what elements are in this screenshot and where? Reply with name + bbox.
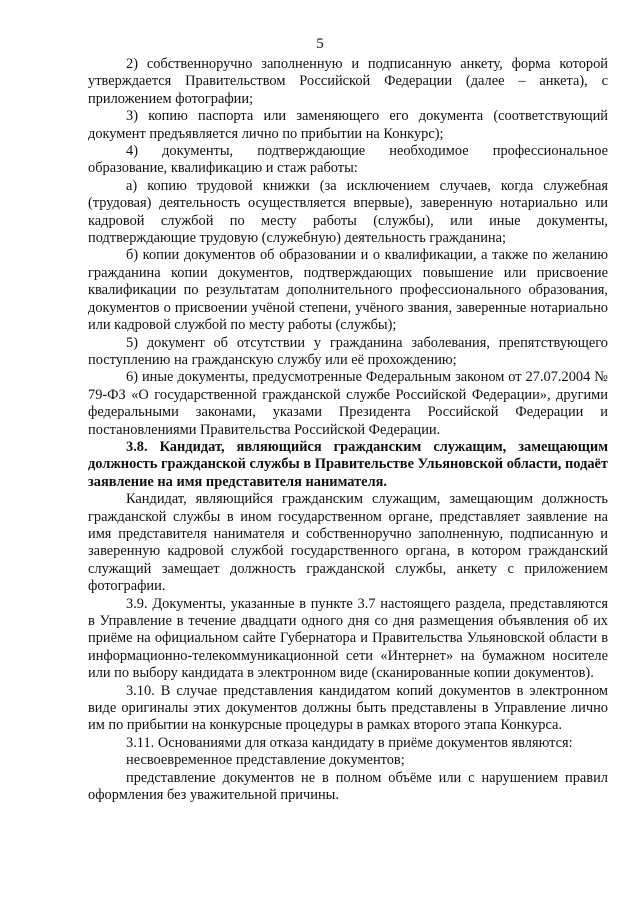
document-body: [88, 56, 608, 804]
paragraph-section-3-11: 3.11. Основаниями для отказа кандидату в приёме документов являются:: [126, 734, 573, 751]
page-number: 5: [316, 36, 324, 52]
paragraph-section-3-9: 3.9. Документы, указанные в пункте 3.7 настоящего раздела, представляются в Управление в течение двадцати одного дня со дня размещения объявления об их приёме на официальном сайте Губернатора и Правительства Ульяновской области в информационно-телекоммуникационной сети «Интернет» на бумажном носителе или по выбору кандидата в электронном виде (сканированные копии документов).: [88, 595, 608, 682]
paragraph-refusal-reason-1: несвоевременное представление документов;: [126, 752, 405, 769]
paragraph-section-3-8: 3.8. Кандидат, являющийся гражданским служащим, замещающим должность гражданской службы в Правительстве Ульяновской области, подаёт заявление на имя представителя нанимателя.: [88, 438, 608, 490]
paragraph-item-2: 2) собственноручно заполненную и подписанную анкету, форма которой утверждается Правительством Российской Федерации (далее – анкета), с приложением фотографии;: [88, 56, 608, 107]
paragraph-section-3-10: 3.10. В случае представления кандидатом копий документов в электронном виде оригиналы этих документов должны быть представлены в Управление лично им по прибытии на конкурсные процедуры в рамках второго этапа Конкурса.: [88, 682, 608, 734]
paragraph-item-4: 4) документы, подтверждающие необходимое профессиональное образование, квалификацию и стаж работы:: [88, 143, 608, 177]
paragraph-item-4a: а) копию трудовой книжки (за исключением случаев, когда служебная (трудовая) деятельность осуществляется впервые), заверенную нотариально или кадровой службой по месту работы (службы), или иные документы, подтверждающие трудовую (служебную) деятельность гражданина;: [88, 177, 608, 247]
paragraph-item-4b: б) копии документов об образовании и о квалификации, а также по желанию гражданина копии документов, подтверждающих повышение или присвоение квалификации по результатам дополнительного профессионального образования, документов о присвоении учёной степени, учёного звания, заверенные нотариально или кадровой службой по месту работы (службы);: [88, 247, 608, 334]
paragraph-refusal-reason-2: представление документов не в полном объёме или с нарушением правил оформления без уважительной причины.: [88, 769, 608, 804]
paragraph-section-3-8-cont: Кандидат, являющийся гражданским служащим, замещающим должность гражданской службы в ином государственном органе, представляет заявление на имя представителя нанимателя и собственноручно заполненную, подписанную и заверенную кадровой службой государственного органа, в котором гражданский служащий замещает должность гражданской службы, анкету с приложением фотографии.: [88, 491, 608, 595]
paragraph-item-3: 3) копию паспорта или заменяющего его документа (соответствующий документ предъявляется лично по прибытии на Конкурс);: [88, 108, 608, 142]
paragraph-item-5: 5) документ об отсутствии у гражданина заболевания, препятствующего поступлению на гражданскую службу или её прохождению;: [88, 334, 608, 368]
paragraph-item-6: 6) иные документы, предусмотренные Федеральным законом от 27.07.2004 № 79-ФЗ «О государственной гражданской службе Российской Федерации», другими федеральными законами, указами Президента Российской Федерации и постановлениями Правительства Российской Федерации.: [88, 369, 608, 438]
